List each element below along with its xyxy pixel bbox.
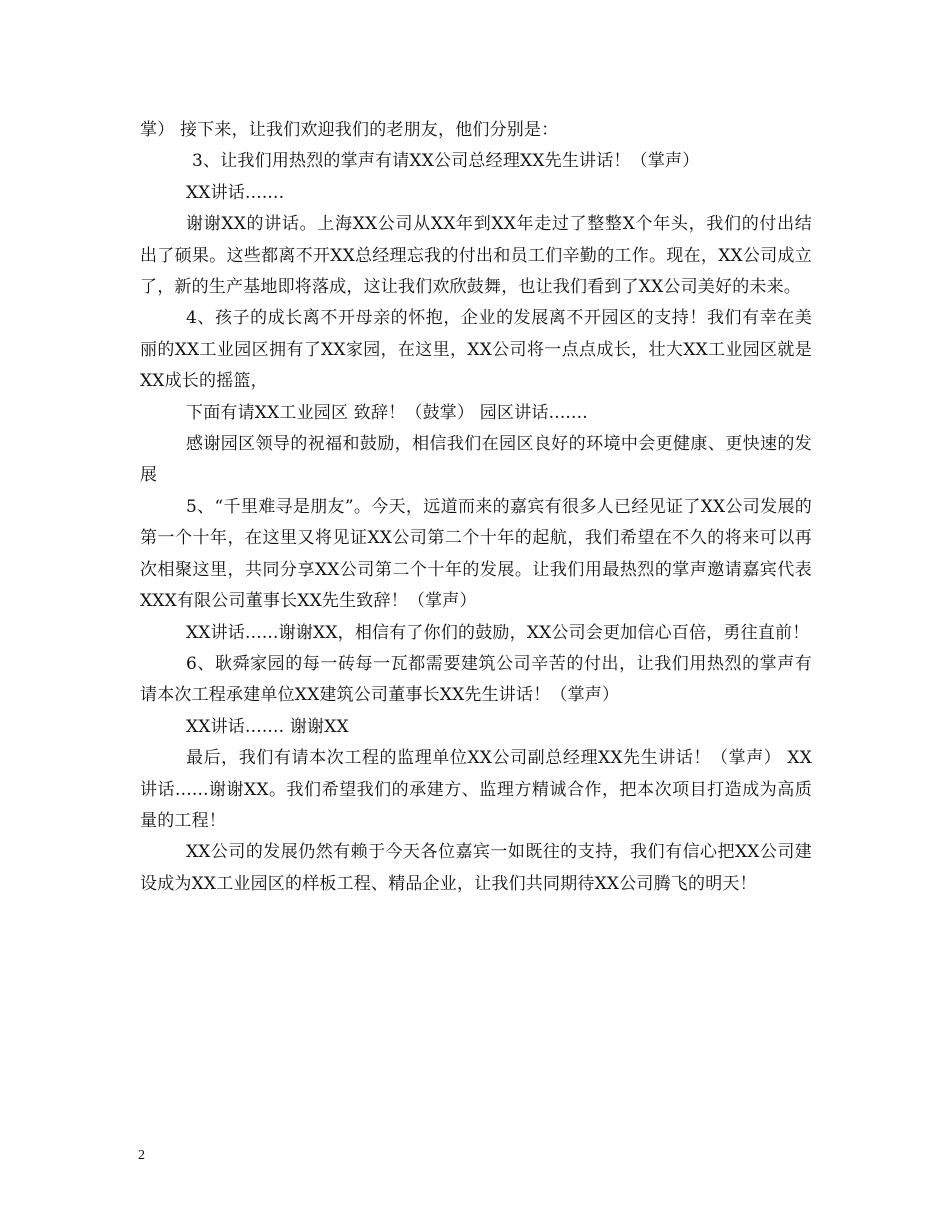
paragraph-item-3: 3、让我们用热烈的掌声有请XX公司总经理XX先生讲话！（掌声）: [192, 151, 700, 172]
paragraph-guest-thanks: XX讲话......谢谢XX，相信有了你们的鼓励，XX公司会更加信心百倍，勇往直前！: [186, 622, 810, 643]
paragraph-item-5: 5、“千里难寻是朋友”。今天，远道而来的嘉宾有很多人已经见证了XX公司发展的第一个十年，在这里又将见证XX公司第二个十年的起航，我们希望在不久的将来可以再次相聚这里，共同分享XX公司第二个十年的发展。让我们用最热烈的掌声邀请嘉宾代表XXX有限公司董事长XX先生致辞！（掌声）: [140, 496, 812, 612]
document-body: [140, 115, 812, 900]
paragraph-item-4: 4、孩子的成长离不开母亲的怀抱，企业的发展离不开园区的支持！我们有幸在美丽的XX工业园区拥有了XX家园，在这里，XX公司将一点点成长，壮大XX工业园区就是XX成长的摇篮，: [140, 308, 812, 392]
paragraph-item-6: 6、耿舜家园的每一砖每一瓦都需要建筑公司辛苦的付出，让我们用热烈的掌声有请本次工程承建单位XX建筑公司董事长XX先生讲话！（掌声）: [140, 653, 812, 706]
paragraph-speech-note: XX讲话.......: [186, 182, 285, 203]
paragraph-park-thanks: 感谢园区领导的祝福和鼓励，相信我们在园区良好的环境中会更健康、更快速的发展: [140, 434, 812, 486]
paragraph-closing: XX公司的发展仍然有赖于今天各位嘉宾一如既往的支持，我们有信心把XX公司建设成为XX工业园区的样板工程、精品企业，让我们共同期待XX公司腾飞的明天！: [140, 842, 812, 894]
paragraph-park-invite: 下面有请XX工业园区 致辞！（鼓掌） 园区讲话.......: [186, 402, 588, 423]
paragraph-thanks-gm: 谢谢XX的讲话。上海XX公司从XX年到XX年走过了整整X个年头，我们的付出结出了硕果。这些都离不开XX总经理忘我的付出和员工们辛勤的工作。现在，XX公司成立了，新的生产基地即将落成，这让我们欢欣鼓舞，也让我们看到了XX公司美好的未来。: [140, 214, 812, 298]
page-number: 2: [138, 1148, 145, 1163]
paragraph-continuation: 掌） 接下来，让我们欢迎我们的老朋友，他们分别是：: [140, 120, 559, 140]
paragraph-supervisor: 最后，我们有请本次工程的监理单位XX公司副总经理XX先生讲话！（掌声） XX讲话......谢谢XX。我们希望我们的承建方、监理方精诚合作，把本次项目打造成为高质量的工程！: [140, 748, 812, 831]
paragraph-builder-thanks: XX讲话....... 谢谢XX: [186, 716, 349, 737]
